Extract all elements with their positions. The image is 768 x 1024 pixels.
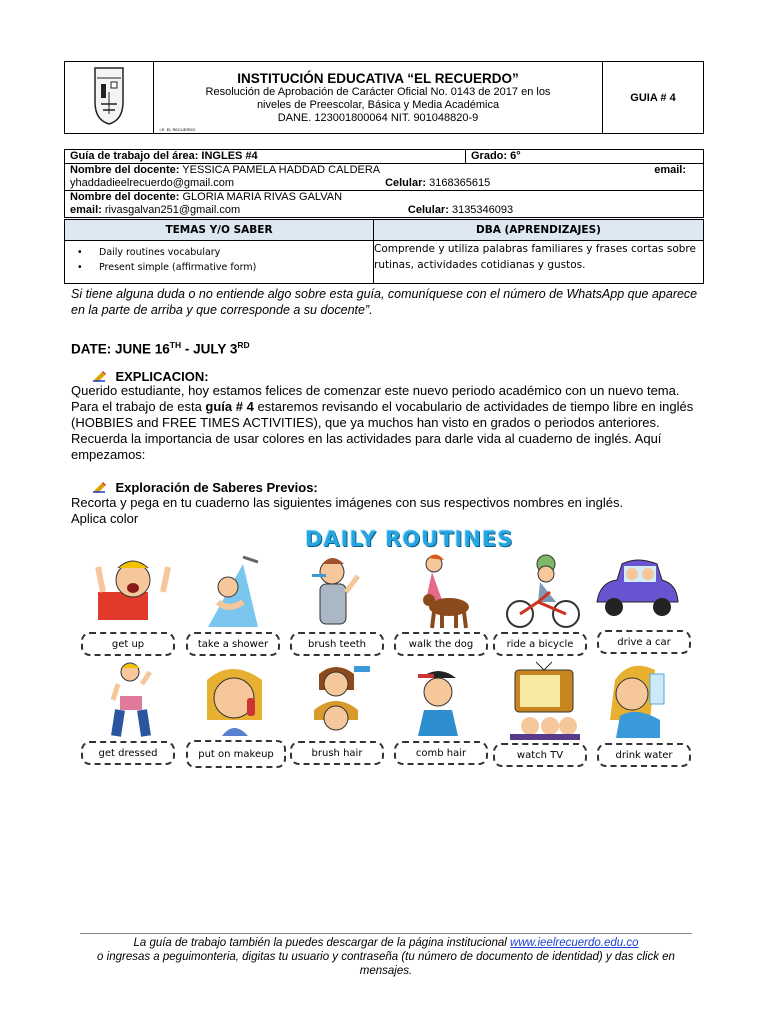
docente2-email: rivasgalvan251@gmail.com xyxy=(104,204,241,216)
drive-a-car-illustration-icon xyxy=(592,552,682,632)
label-get-up: get up xyxy=(81,632,175,656)
comb-hair-illustration-icon xyxy=(396,660,486,740)
docente1-celular: 3168365615 xyxy=(429,177,491,189)
brush-hair-illustration-icon xyxy=(294,660,384,740)
label-brush-hair: brush hair xyxy=(290,741,384,765)
exploracion-body xyxy=(71,495,701,527)
pencil-bullet-icon xyxy=(93,370,107,382)
footer xyxy=(80,933,692,978)
docente2-label: Nombre del docente: xyxy=(70,191,180,203)
explicacion-text-1: Querido estudiante, hoy estamos felices de comenzar este nuevo periodo académico con un nuevo tema. Para el trabajo de esta xyxy=(71,383,680,414)
institution-name: INSTITUCIÓN EDUCATIVA “EL RECUERDO” xyxy=(237,70,519,86)
date-line xyxy=(71,340,250,357)
docente1-email: yhaddadieelrecuerdo@gmail.com xyxy=(70,177,235,189)
docente2-celular-label: Celular: xyxy=(407,204,449,216)
label-drive-a-car: drive a car xyxy=(597,630,691,654)
docente2-name: GLORIA MARIA RIVAS GALVAN xyxy=(182,191,343,203)
drink-water-illustration-icon xyxy=(600,660,690,740)
label-brush-teeth: brush teeth xyxy=(290,632,384,656)
daily-routines-title: DAILY ROUTINES xyxy=(305,527,514,551)
label-walk-the-dog: walk the dog xyxy=(394,632,488,656)
label-ride-a-bicycle: ride a bicycle xyxy=(493,632,587,656)
docente1-email-label: email: xyxy=(654,164,686,176)
label-take-a-shower: take a shower xyxy=(186,632,280,656)
exploracion-line-1: Recorta y pega en tu cuaderno las siguientes imágenes con sus respectivos nombres en inglés. xyxy=(71,495,624,510)
date-end: - JULY 3 xyxy=(181,341,238,357)
date-sup-th: TH xyxy=(169,340,182,350)
exploracion-line-2: Aplica color xyxy=(71,511,139,526)
label-comb-hair: comb hair xyxy=(394,741,488,765)
docente2-email-label: email: xyxy=(70,204,102,216)
dba-text: Comprende y utiliza palabras familiares y frases cortas sobre rutinas, actividades cotidianas y gustos. xyxy=(374,241,704,284)
docente1-contact-row xyxy=(65,177,704,191)
walk-the-dog-illustration-icon xyxy=(394,552,484,632)
grado: Grado: 6° xyxy=(466,150,704,164)
temas-list xyxy=(65,245,373,275)
put-on-makeup-illustration-icon xyxy=(192,660,282,740)
school-crest-icon xyxy=(65,62,153,128)
guia-area: Guía de trabajo del área: INGLES #4 xyxy=(65,150,466,164)
docente1-name: YESSICA PAMELA HADDAD CALDERA xyxy=(182,164,381,176)
dba-header: DBA (APRENDIZAJES) xyxy=(374,220,704,241)
date-start: DATE: JUNE 16 xyxy=(71,341,170,357)
brush-teeth-illustration-icon xyxy=(292,552,382,632)
label-watch-tv: watch TV xyxy=(493,743,587,767)
get-up-illustration-icon xyxy=(88,552,178,632)
ride-a-bicycle-illustration-icon xyxy=(498,552,588,632)
info-table xyxy=(64,149,704,218)
take-a-shower-illustration-icon xyxy=(188,552,278,632)
docente1-row xyxy=(65,164,704,178)
list-item: • Present simple (affirmative form) xyxy=(99,260,373,275)
list-item: • Daily routines vocabulary xyxy=(99,245,373,260)
temas-table xyxy=(64,219,704,284)
institution-website-link[interactable]: www.ieelrecuerdo.edu.co xyxy=(510,937,639,949)
label-put-on-makeup: put on makeup xyxy=(186,740,286,768)
exploracion-title: Exploración de Saberes Previos: xyxy=(115,480,318,495)
dane-nit-line: DANE. 123001800064 NIT. 901048820-9 xyxy=(277,111,479,124)
explicacion-title: EXPLICACION: xyxy=(115,369,209,384)
header-center xyxy=(154,62,603,134)
explicacion-text-2: estaremos revisando el vocabulario de actividades de tiempo libre en inglés (HOBBIES and FREE TIMES ACTIVITIES), que ya muchos han visto en grados o periodos anteriores. Recuerda la importancia de usar colores en las actividades para darle vida al cuaderno de inglés. Aquí empezamos: xyxy=(71,399,694,462)
explicacion-body xyxy=(71,383,701,463)
guia-number: GUIA # 4 xyxy=(603,62,704,134)
docente1-celular-label: Celular: xyxy=(385,177,427,189)
temas-header: TEMAS Y/O SABER xyxy=(65,220,374,241)
pencil-bullet-icon xyxy=(93,481,107,493)
docente1-label: Nombre del docente: xyxy=(70,164,180,176)
crest-cell xyxy=(65,62,196,134)
levels-line: niveles de Preescolar, Básica y Media Académica xyxy=(256,98,500,111)
label-get-dressed: get dressed xyxy=(81,741,175,765)
temas-cell xyxy=(65,241,374,284)
docente2-celular: 3135346093 xyxy=(451,204,514,216)
docente2-row xyxy=(65,191,704,205)
crest-text: I.E. EL RECUERDO xyxy=(159,126,196,132)
footer-text-2: o ingresas a peguimonteria, digitas tu usuario y contraseña (tu número de documento de identidad) y das click en mensajes. xyxy=(97,951,675,977)
resolution-line: Resolución de Aprobación de Carácter Oficial No. 0143 de 2017 en los xyxy=(205,85,551,98)
label-drink-water: drink water xyxy=(597,743,691,767)
footer-text-1: La guía de trabajo también la puedes descargar de la página institucional xyxy=(133,937,511,949)
whatsapp-note: Si tiene alguna duda o no entiende algo sobre esta guía, comuníquese con el número de WhatsApp que aparece en la parte de arriba y que corresponde a su docente”. xyxy=(71,287,698,317)
watch-tv-illustration-icon xyxy=(500,660,590,740)
explicacion-guia-bold: guía # 4 xyxy=(205,399,254,414)
date-sup-rd: RD xyxy=(237,340,250,350)
header-table xyxy=(64,61,704,134)
get-dressed-illustration-icon xyxy=(88,660,178,740)
docente2-contact-row xyxy=(65,204,704,218)
